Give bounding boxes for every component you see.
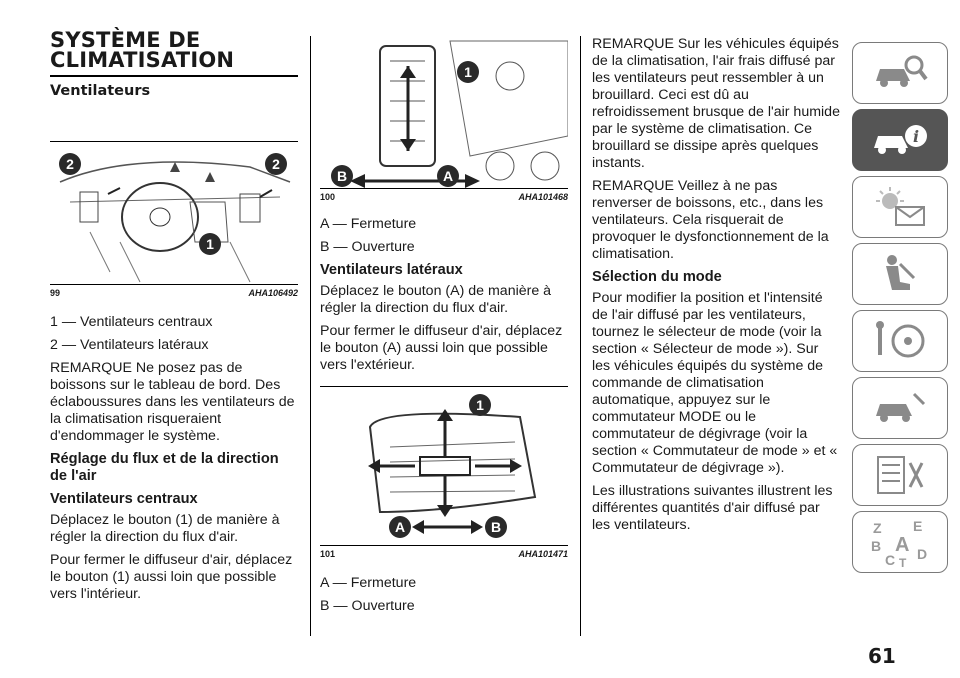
column-divider [580,36,581,636]
tab-car-search[interactable] [852,42,948,104]
svg-text:E: E [913,518,923,534]
chapter-title-line2: CLIMATISATION [50,48,235,72]
tab-maintenance[interactable] [852,444,948,506]
tab-emergency[interactable] [852,377,948,439]
note-paragraph: REMARQUE Ne posez pas de boissons sur le tableau de bord. Des éclaboussures dans les ventilateurs de la climatisation risqueraient d'endommager le système. [50,360,295,444]
body-paragraph: Déplacez le bouton (A) de manière à régler la direction du flux d'air. [320,283,552,316]
body-paragraph: Pour fermer le diffuseur d'air, déplacez le bouton (1) aussi loin que possible vers l'intérieur. [50,552,293,602]
tab-car-info[interactable] [852,109,948,171]
callout-a: A [442,168,454,184]
svg-text:Z: Z [873,520,882,536]
tab-starting-driving[interactable] [852,310,948,372]
section-title: Ventilateurs [50,83,151,99]
central-vent-illustration [320,387,568,545]
figure-100 [320,36,568,189]
body-paragraph: Pour modifier la position et l'intensité de l'air diffusé par les ventilateurs, tournez le sélecteur de mode (voir la section « Sélecteur de mode »). Sur les véhicules équipés du système de commande de climatisation automatique, appuyez sur le commutateur MODE ou le commutateur de dégivrage (voir la section « Commutateur de mode » et « Commutateur de dégivrage »). [592,290,838,476]
figure-99-caption [50,285,298,298]
tab-index[interactable] [852,511,948,573]
airbag-seat-icon [870,252,930,296]
note-paragraph: REMARQUE Veillez à ne pas renverser de boissons, etc., dans les ventilateurs. Cela risquerait de provoquer le dysfonctionnement de la climatisation. [592,178,829,262]
body-paragraph: Déplacez le bouton (1) de manière à régler la direction du flux d'air. [50,512,280,545]
car-wrench-icon [870,386,930,430]
chapter-tabs [852,42,948,578]
callout-b: B [490,519,502,535]
checklist-tools-icon [870,453,930,497]
heading-central-vents: Ventilateurs centraux [50,491,198,507]
heading-side-vents: Ventilateurs latéraux [320,262,463,278]
callout-b: B [336,168,348,184]
callout-2-left: 2 [66,156,74,172]
note-paragraph: REMARQUE Sur les véhicules équipés de la climatisation, l'air frais diffusé par les ventilateurs peut ressembler à un brouillard. Ceci est dû au refroidissement brusque de l'air humide par le système de climatisation. Ce brouillard se dissipe après quelques instants. [592,36,840,171]
figure-99 [50,141,298,285]
side-vent-illustration [320,36,568,188]
index-letters-icon [865,517,935,567]
heading-airflow: Réglage du flux et de la direction de l'air [50,451,279,484]
callout-1: 1 [476,397,484,413]
legend-item: B — Ouverture [320,598,415,614]
tab-warning-lights[interactable] [852,176,948,238]
legend-item: A — Fermeture [320,575,417,591]
figure-code: AHA101468 [518,192,568,202]
legend-item: 2 — Ventilateurs latéraux [50,337,209,353]
tab-safety[interactable] [852,243,948,305]
body-paragraph: Les illustrations suivantes illustrent les différentes quantités d'air diffusé par les ventilateurs. [592,483,833,533]
figure-100-caption [320,189,568,202]
callout-1: 1 [206,236,214,252]
column-2 [320,36,568,621]
svg-text:C: C [885,552,896,567]
figure-101 [320,386,568,546]
figure-number: 100 [320,192,336,202]
svg-text:B: B [871,538,882,554]
car-search-icon [870,53,930,93]
figure-code: AHA106492 [248,288,298,298]
column-divider [310,36,311,636]
dashboard-vents-illustration [50,142,298,284]
chapter-divider [50,75,298,77]
svg-text:D: D [917,546,928,562]
body-paragraph: Pour fermer le diffuseur d'air, déplacez le bouton (A) aussi loin que possible vers l'extérieur. [320,323,563,373]
figure-number: 99 [50,288,61,298]
legend-item: B — Ouverture [320,239,415,255]
chapter-title [50,30,298,70]
svg-text:T: T [899,556,907,567]
car-info-icon [870,120,930,160]
page-number: 61 [868,644,896,668]
callout-1: 1 [464,64,472,80]
callout-2-right: 2 [272,156,280,172]
chapter-title-line1: SYSTÈME DE [50,28,201,52]
key-steering-wheel-icon [870,319,930,363]
legend-item: A — Fermeture [320,216,417,232]
callout-a: A [394,519,406,535]
figure-code: AHA101471 [518,549,568,559]
warning-light-mail-icon [870,185,930,229]
svg-text:A: A [895,534,910,556]
column-3 [592,36,840,540]
figure-number: 101 [320,549,336,559]
svg-text:i: i [912,127,920,146]
column-1 [50,30,298,609]
legend-item: 1 — Ventilateurs centraux [50,314,213,330]
heading-mode-selection: Sélection du mode [592,269,722,285]
figure-101-caption [320,546,568,559]
